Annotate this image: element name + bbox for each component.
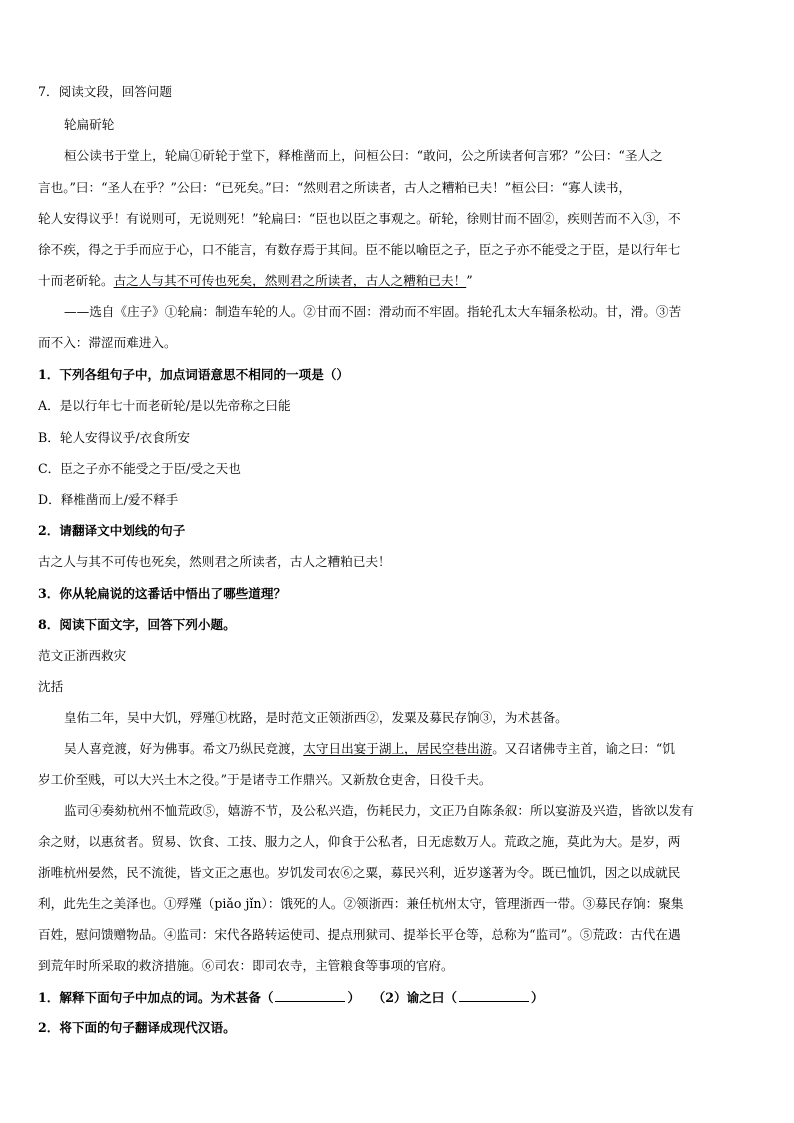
question-8-header: 8．阅读下面文字，回答下列小题。 [38, 617, 236, 632]
sub-question-2: 2．请翻译文中划线的句子 [38, 523, 186, 538]
translation-sentence: 古之人与其不可传也死矣，然则君之所读者，古人之糟粕已夫！ [38, 554, 391, 569]
answer-blank[interactable] [459, 989, 529, 1002]
passage-line: 皇佑二年，吴中大饥，殍殣①枕路，是时范文正领浙西②，发粟及募民存饷③，为术甚备。 [64, 710, 568, 725]
question-text: 1．解释下面句子中加点的词。为术甚备（ [38, 990, 274, 1005]
underlined-sentence: 古之人与其不可传也死矣，然则君之所读者，古人之糟粕已夫！ [113, 273, 467, 288]
option-c: C．臣之子亦不能受之于臣/受之天也 [38, 461, 241, 476]
passage-line: 监司④奏劾杭州不恤荒政⑤，嬉游不节，及公私兴造，伤耗民力，文正乃自陈条叙：所以宴游及兴造，皆欲以发有 [64, 803, 694, 818]
passage-line: 百姓，慰问馈赠物品。④监司：宋代各路转运使司、提点刑狱司、提举长平仓等，总称为“监司”。⑤荒政：古代在遇 [38, 927, 681, 942]
sub-question-1: 1．下列各组句子中，加点词语意思不相同的一项是（） [38, 367, 350, 382]
passage-line [38, 273, 758, 289]
question-7-header: 7．阅读文段，回答问题 [38, 84, 172, 99]
answer-blank[interactable] [275, 989, 345, 1002]
option-b: B．轮人安得议乎/衣食所安 [38, 430, 191, 445]
passage-title: 范文正浙西救灾 [38, 648, 127, 663]
passage-line: 桓公读书于堂上，轮扁①斫轮于堂下，释椎凿而上，问桓公曰：“敢问，公之所读者何言邪？”公曰：“圣人之 [64, 148, 663, 163]
option-a: A．是以行年七十而老斫轮/是以先帝称之曰能 [38, 398, 291, 413]
sub-question-1 [38, 989, 758, 1006]
passage-line: 利，此先生之美泽也。①殍殣（piǎo jǐn）：饿死的人。②领浙西：兼任杭州太守，管理浙西一带。③募民存饷：聚集 [38, 896, 684, 911]
passage-text: 。又召诸佛寺主首，谕之曰：“饥 [492, 741, 675, 756]
sub-question-2: 2．将下面的句子翻译成现代汉语。 [38, 1020, 236, 1035]
passage-line: 言也。”曰：“圣人在乎？”公曰：“已死矣。”曰：“然则君之所读者，古人之糟粕已夫！”桓公曰：“寡人读书， [38, 180, 632, 195]
footnote-line: ——选自《庄子》①轮扁：制造车轮的人。②甘而不固：滑动而不牢固。指轮孔太大车辐条松动。甘，滑。③苦 [64, 304, 682, 319]
passage-text: 十而老斫轮。 [38, 273, 114, 288]
passage-line: 轮人安得议乎！有说则可，无说则死！”轮扁曰：“臣也以臣之事观之。斫轮，徐则甘而不固②，疾则苦而不入③，不 [38, 211, 681, 226]
passage-text: ” [466, 273, 473, 288]
footnote-line: 而不入：滞涩而难进入。 [38, 335, 177, 350]
sub-question-3: 3．你从轮扁说的这番话中悟出了哪些道理？ [38, 586, 287, 601]
passage-line [64, 741, 758, 757]
passage-title: 轮扁斫轮 [64, 117, 115, 132]
underlined-sentence: 太守日出宴于湖上，居民空巷出游 [303, 741, 493, 756]
passage-line: 到荒年时所采取的救济措施。⑥司农：即司农寺，主管粮食等事项的官府。 [38, 958, 454, 973]
passage-text: 吴人喜竞渡，好为佛事。希文乃纵民竞渡， [64, 741, 304, 756]
question-text: ） [530, 990, 544, 1005]
question-text: ） （2）谕之曰（ [347, 990, 457, 1005]
passage-line: 岁工价至贱，可以大兴土木之役。”于是诸寺工作鼎兴。又新敖仓吏舍，日役千夫。 [38, 772, 492, 787]
passage-line: 余之财，以惠贫者。贸易、饮食、工技、服力之人，仰食于公私者，日无虑数万人。荒政之施，莫此为大。是岁，两 [38, 834, 681, 849]
passage-line: 浙唯杭州晏然，民不流徙，皆文正之惠也。岁饥发司农⑥之粟，募民兴利，近岁遂著为令。既已恤饥，因之以成就民 [38, 865, 681, 880]
passage-line: 徐不疾，得之于手而应于心，口不能言，有数存焉于其间。臣不能以喻臣之子，臣之子亦不能受之于臣，是以行年七 [38, 242, 681, 257]
passage-author: 沈括 [38, 679, 64, 694]
option-d: D．释椎凿而上/爱不释手 [38, 492, 179, 507]
